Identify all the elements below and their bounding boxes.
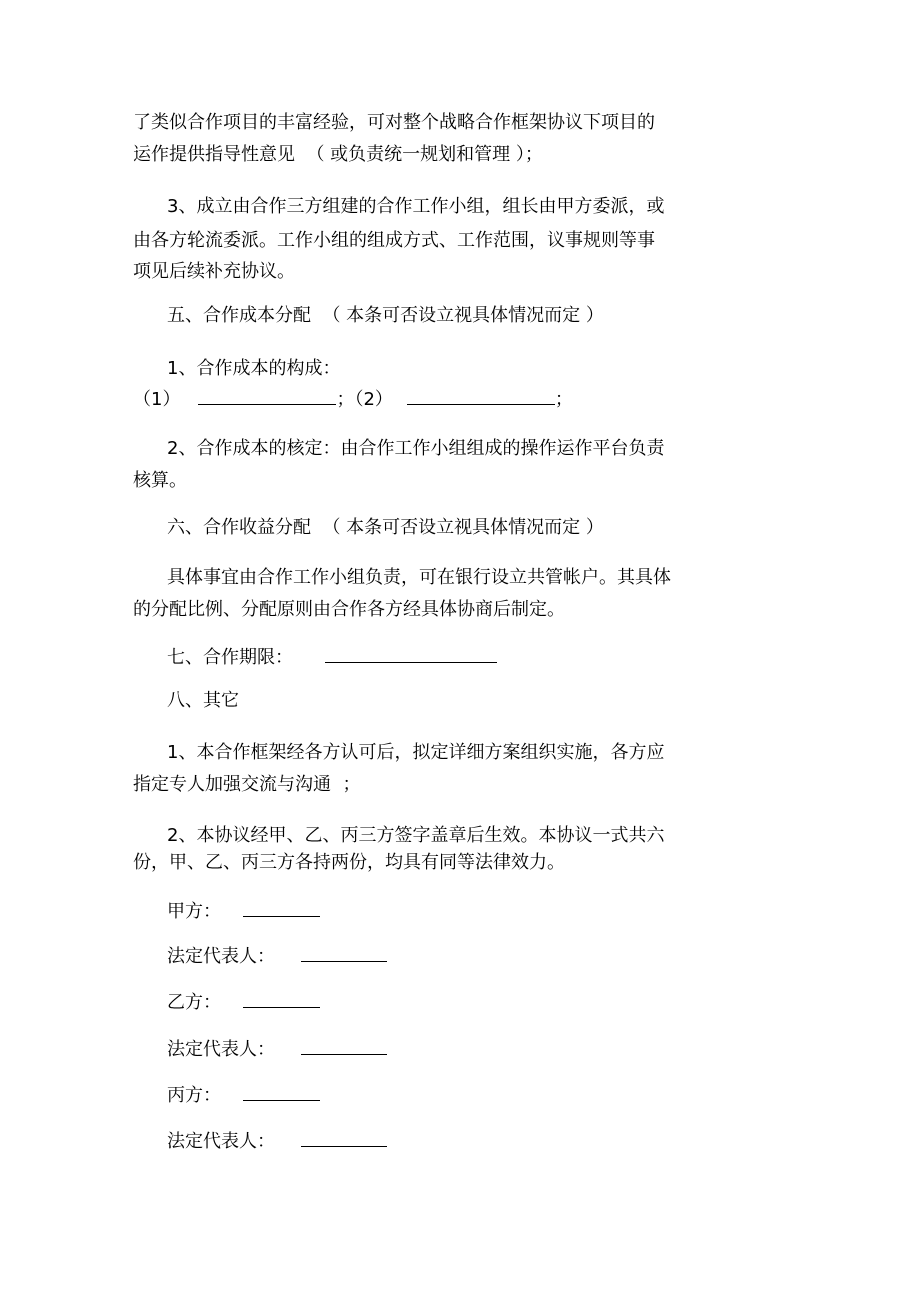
blank-suffix: ； bbox=[554, 389, 573, 410]
signature-rep-c bbox=[167, 1129, 387, 1151]
blank-label: ；（2） bbox=[336, 389, 393, 410]
signature-party-b bbox=[167, 990, 320, 1012]
paragraph-line: 份，甲、乙、丙三方各持两份，均具有同等法律效力。 bbox=[133, 852, 565, 873]
paragraph-line: 的分配比例、分配原则由合作各方经具体协商后制定。 bbox=[133, 599, 565, 620]
blank-line bbox=[301, 944, 387, 962]
signature-rep-a bbox=[167, 944, 387, 966]
signature-label: 法定代表人： bbox=[167, 1039, 275, 1060]
section-heading: 六、合作收益分配 （ 本条可否设立视具体情况而定 ） bbox=[167, 517, 604, 538]
paragraph-line: 2、合作成本的核定：由合作工作小组组成的操作运作平台负责 bbox=[167, 438, 665, 459]
blank-line bbox=[198, 387, 336, 405]
blank-line bbox=[325, 645, 497, 663]
term-label: 七、合作期限： bbox=[167, 647, 293, 668]
blank-line bbox=[243, 990, 320, 1008]
blank-line bbox=[407, 387, 555, 405]
paragraph-line: 项见后续补充协议。 bbox=[133, 261, 295, 282]
section-heading: 五、合作成本分配 （ 本条可否设立视具体情况而定 ） bbox=[167, 305, 604, 326]
section-heading bbox=[167, 645, 497, 667]
signature-label: 甲方： bbox=[167, 901, 221, 922]
paragraph-line: 运作提供指导性意见 （ 或负责统一规划和管理 ）； bbox=[133, 144, 543, 165]
paragraph-line: 1、本合作框架经各方认可后，拟定详细方案组织实施，各方应 bbox=[167, 742, 665, 763]
cost-composition-line bbox=[133, 387, 573, 409]
signature-label: 丙方： bbox=[167, 1085, 221, 1106]
paragraph-line: 由各方轮流委派。工作小组的组成方式、工作范围，议事规则等事 bbox=[133, 230, 655, 251]
blank-line bbox=[301, 1037, 387, 1055]
section-heading: 八、其它 bbox=[167, 690, 239, 711]
blank-label: （1） bbox=[133, 389, 181, 410]
signature-label: 法定代表人： bbox=[167, 1131, 275, 1152]
signature-label: 法定代表人： bbox=[167, 946, 275, 967]
blank-line bbox=[301, 1129, 387, 1147]
signature-label: 乙方： bbox=[167, 992, 221, 1013]
paragraph-line: 3、成立由合作三方组建的合作工作小组，组长由甲方委派，或 bbox=[167, 196, 665, 217]
signature-party-c bbox=[167, 1083, 320, 1105]
signature-rep-b bbox=[167, 1037, 387, 1059]
paragraph-line: 1、合作成本的构成： bbox=[167, 358, 341, 379]
signature-party-a bbox=[167, 899, 320, 921]
blank-line bbox=[243, 1083, 320, 1101]
blank-line bbox=[243, 899, 320, 917]
paragraph-line: 2、本协议经甲、乙、丙三方签字盖章后生效。本协议一式共六 bbox=[167, 825, 665, 846]
paragraph-line: 了类似合作项目的丰富经验，可对整个战略合作框架协议下项目的 bbox=[133, 112, 655, 133]
paragraph-line: 核算。 bbox=[133, 470, 187, 491]
paragraph-line: 指定专人加强交流与沟通 ； bbox=[133, 774, 361, 795]
paragraph-line: 具体事宜由合作工作小组负责，可在银行设立共管帐户。其具体 bbox=[167, 567, 671, 588]
